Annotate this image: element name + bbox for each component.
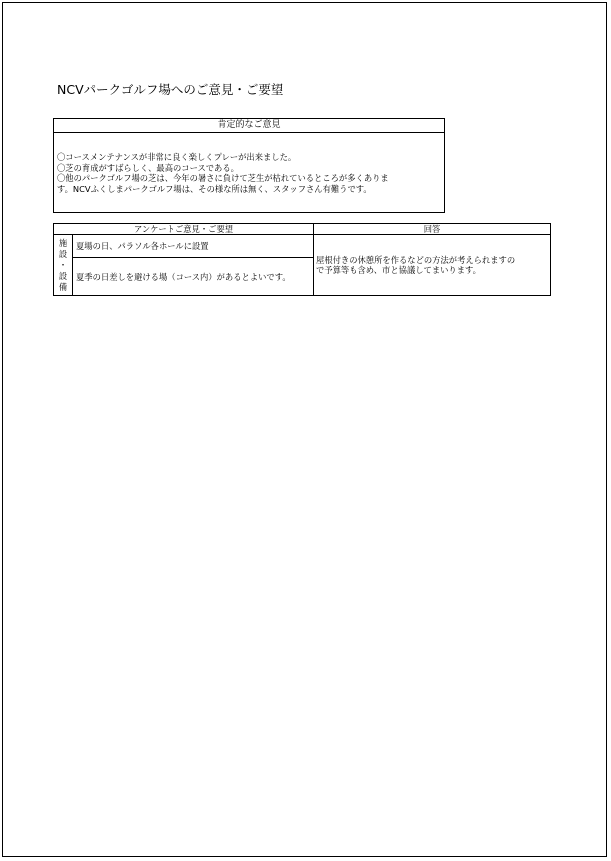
request-cell: 夏場の日、パラソル各ホールに設置 — [73, 235, 314, 258]
category-char: 備 — [58, 281, 68, 292]
feedback-line: 〇コースメンテナンスが非常に良く楽しくプレーが出来ました。 — [57, 152, 297, 162]
request-column-header: アンケートご意見・ご要望 — [54, 224, 314, 235]
survey-table — [53, 223, 551, 296]
request-cell: 夏季の日差しを避ける場（コース内）があるとよいです。 — [73, 258, 314, 296]
feedback-line: 〇他のパークゴルフ場の芝は、今年の暑さに負けて芝生が枯れているところが多くありま — [57, 173, 389, 184]
positive-feedback-header: 肯定的なご意見 — [54, 119, 444, 133]
table-header-row — [54, 224, 551, 235]
answer-line: で予算等も含め、市と協議してまいります。 — [316, 265, 481, 275]
table-row — [54, 235, 551, 258]
category-cell — [54, 235, 73, 296]
positive-feedback-box — [53, 118, 445, 213]
category-char: 設 — [58, 270, 68, 281]
feedback-line: す。NCVふくしまパークゴルフ場は、その様な所は無く、スタッフさん有難うです。 — [57, 183, 372, 194]
category-char: 施 — [58, 237, 68, 248]
feedback-line: 〇芝の育成がすばらしく、最高のコースである。 — [57, 162, 239, 173]
category-char: ・ — [58, 259, 68, 270]
page-title: NCVパークゴルフ場へのご意見・ご要望 — [57, 82, 284, 97]
answer-column-header: 回答 — [314, 224, 551, 235]
answer-line: 屋根付きの休憩所を作るなどの方法が考えられますの — [316, 254, 516, 265]
category-char: 設 — [58, 248, 68, 259]
answer-cell — [314, 235, 551, 296]
positive-feedback-body — [54, 133, 444, 194]
